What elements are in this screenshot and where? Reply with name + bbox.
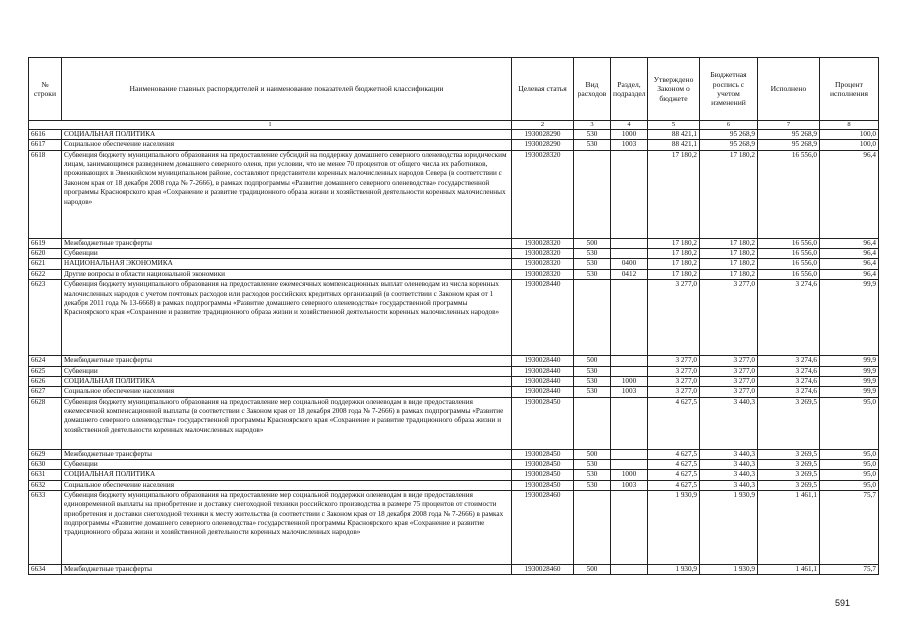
row-name: Социальное обеспечение населения bbox=[62, 387, 512, 397]
row-target-article: 1930028450 bbox=[512, 459, 574, 469]
row-name: Субвенции bbox=[62, 366, 512, 376]
row-name: Субвенция бюджету муниципального образования на предоставление субсидий на поддержку домашнего северного оленеводства юридическим лицам, занимающимся разведением домашнего северного оленя, при условии, что не менее 70 процентов от общего числа их работников, проживающих в Эвенкийском муниципальном районе, составляют представители коренных малочисленных народов Севера (в соответствии с Законом края от 18 декабря 2008 года № 7-2666), в рамках подпрограммы «Развитие домашнего северного оленеводства» государственной программы Красноярского края «Сохранение и развитие традиционного образа жизни и хозяйственной деятельности коренных малочисленных народов» bbox=[62, 150, 512, 238]
row-expense-kind: 530 bbox=[574, 366, 611, 376]
table-row bbox=[29, 387, 879, 397]
row-section bbox=[611, 491, 648, 565]
row-expense-kind: 530 bbox=[574, 249, 611, 259]
row-name: Социальное обеспечение населения bbox=[62, 140, 512, 150]
row-target-article: 1930028450 bbox=[512, 397, 574, 449]
table-row bbox=[29, 449, 879, 459]
row-percent: 95,0 bbox=[820, 480, 879, 490]
table-body bbox=[29, 130, 879, 575]
row-target-article: 1930028440 bbox=[512, 376, 574, 386]
row-name: Субвенция бюджету муниципального образования на предоставление мер социальной поддержки оленеводам в виде предоставления единовременной выплаты на приобретение и доставку снегоходной техники российского производства в размере 75 процентов от стоимости приобретения и доставки снегоходной техники к месту жительства (в соответствии с Законом края от 18 декабря 2008 года № 7-2666) в рамках подпрограммы «Развитие домашнего северного оленеводства» государственной программы Красноярского края «Сохранение и развитие традиционного образа жизни и хозяйственной деятельности коренных малочисленных народов» bbox=[62, 491, 512, 565]
row-approved: 88 421,1 bbox=[648, 130, 700, 140]
row-approved: 4 627,5 bbox=[648, 480, 700, 490]
row-approved: 1 930,9 bbox=[648, 565, 700, 575]
row-expense-kind: 530 bbox=[574, 470, 611, 480]
row-target-article: 1930028320 bbox=[512, 259, 574, 269]
row-target-article: 1930028320 bbox=[512, 150, 574, 238]
row-percent: 100,0 bbox=[820, 140, 879, 150]
row-section bbox=[611, 356, 648, 366]
row-percent: 99,9 bbox=[820, 387, 879, 397]
row-number: 6619 bbox=[29, 238, 62, 248]
column-number: 7 bbox=[758, 121, 820, 130]
row-expense-kind: 530 bbox=[574, 140, 611, 150]
row-approved: 1 930,9 bbox=[648, 491, 700, 565]
table-row bbox=[29, 397, 879, 449]
row-percent: 95,0 bbox=[820, 397, 879, 449]
header-row-no: № строки bbox=[29, 58, 62, 121]
row-approved: 17 180,2 bbox=[648, 259, 700, 269]
row-executed: 1 461,1 bbox=[758, 565, 820, 575]
row-target-article: 1930028440 bbox=[512, 387, 574, 397]
row-expense-kind bbox=[574, 397, 611, 449]
row-budget-list: 95 268,9 bbox=[700, 140, 758, 150]
row-target-article: 1930028290 bbox=[512, 140, 574, 150]
row-budget-list: 17 180,2 bbox=[700, 249, 758, 259]
row-number: 6623 bbox=[29, 280, 62, 356]
header-name: Наименование главных распорядителей и наименование показателей бюджетной классификации bbox=[62, 58, 512, 121]
header-executed: Исполнено bbox=[758, 58, 820, 121]
row-budget-list: 1 930,9 bbox=[700, 565, 758, 575]
row-name: Субвенции bbox=[62, 459, 512, 469]
row-target-article: 1930028320 bbox=[512, 249, 574, 259]
row-percent: 96,4 bbox=[820, 249, 879, 259]
row-approved: 3 277,0 bbox=[648, 356, 700, 366]
table-header-row bbox=[29, 58, 879, 121]
table-row bbox=[29, 269, 879, 279]
row-percent: 99,9 bbox=[820, 356, 879, 366]
row-approved: 4 627,5 bbox=[648, 397, 700, 449]
row-budget-list: 3 440,3 bbox=[700, 449, 758, 459]
row-number: 6621 bbox=[29, 259, 62, 269]
row-expense-kind bbox=[574, 491, 611, 565]
row-budget-list: 1 930,9 bbox=[700, 491, 758, 565]
table-row bbox=[29, 459, 879, 469]
row-executed: 3 269,5 bbox=[758, 449, 820, 459]
row-section bbox=[611, 238, 648, 248]
row-expense-kind bbox=[574, 150, 611, 238]
row-budget-list: 17 180,2 bbox=[700, 259, 758, 269]
row-approved: 3 277,0 bbox=[648, 387, 700, 397]
row-executed: 3 269,5 bbox=[758, 480, 820, 490]
row-approved: 17 180,2 bbox=[648, 150, 700, 238]
row-expense-kind: 530 bbox=[574, 387, 611, 397]
header-approved: Утверждено Законом о бюджете bbox=[648, 58, 700, 121]
row-section: 0400 bbox=[611, 259, 648, 269]
table-row bbox=[29, 480, 879, 490]
row-budget-list: 3 277,0 bbox=[700, 356, 758, 366]
row-section bbox=[611, 397, 648, 449]
table-row bbox=[29, 140, 879, 150]
column-number: 5 bbox=[648, 121, 700, 130]
row-section: 1000 bbox=[611, 470, 648, 480]
row-number: 6630 bbox=[29, 459, 62, 469]
row-number: 6632 bbox=[29, 480, 62, 490]
row-budget-list: 17 180,2 bbox=[700, 150, 758, 238]
row-section bbox=[611, 366, 648, 376]
column-number-row bbox=[29, 121, 879, 130]
row-name: Другие вопросы в области национальной экономики bbox=[62, 269, 512, 279]
row-approved: 4 627,5 bbox=[648, 459, 700, 469]
row-percent: 75,7 bbox=[820, 491, 879, 565]
row-executed: 3 274,6 bbox=[758, 376, 820, 386]
row-target-article: 1930028440 bbox=[512, 280, 574, 356]
row-expense-kind: 530 bbox=[574, 130, 611, 140]
row-name: СОЦИАЛЬНАЯ ПОЛИТИКА bbox=[62, 130, 512, 140]
row-target-article: 1930028290 bbox=[512, 130, 574, 140]
row-section: 1003 bbox=[611, 387, 648, 397]
row-approved: 3 277,0 bbox=[648, 376, 700, 386]
row-number: 6616 bbox=[29, 130, 62, 140]
row-section: 1000 bbox=[611, 130, 648, 140]
row-percent: 99,9 bbox=[820, 280, 879, 356]
row-number: 6629 bbox=[29, 449, 62, 459]
row-section bbox=[611, 150, 648, 238]
budget-execution-table bbox=[28, 57, 879, 575]
column-number: 3 bbox=[574, 121, 611, 130]
row-budget-list: 3 277,0 bbox=[700, 387, 758, 397]
row-number: 6627 bbox=[29, 387, 62, 397]
row-name: Социальное обеспечение населения bbox=[62, 480, 512, 490]
row-budget-list: 3 440,3 bbox=[700, 459, 758, 469]
column-number: 4 bbox=[611, 121, 648, 130]
row-approved: 17 180,2 bbox=[648, 269, 700, 279]
table-row bbox=[29, 150, 879, 238]
document-sheet bbox=[28, 57, 878, 575]
row-percent: 95,0 bbox=[820, 449, 879, 459]
row-name: СОЦИАЛЬНАЯ ПОЛИТИКА bbox=[62, 470, 512, 480]
row-expense-kind: 500 bbox=[574, 356, 611, 366]
row-percent: 99,9 bbox=[820, 376, 879, 386]
row-section: 0412 bbox=[611, 269, 648, 279]
row-expense-kind: 500 bbox=[574, 565, 611, 575]
row-budget-list: 17 180,2 bbox=[700, 238, 758, 248]
row-target-article: 1930028320 bbox=[512, 269, 574, 279]
table-row bbox=[29, 565, 879, 575]
row-name: Субвенция бюджету муниципального образования на предоставление ежемесячных компенсационных выплат оленеводам из числа коренных малочисленных народов с учетом почтовых расходов или расходов российских кредитных организаций (в соответствии с Законом края от 1 декабря 2011 года № 13-6668) в рамках подпрограммы «Развитие домашнего северного оленеводства» государственной программы Красноярского края «Сохранение и развитие традиционного образа жизни и хозяйственной деятельности коренных малочисленных народов» bbox=[62, 280, 512, 356]
row-name: СОЦИАЛЬНАЯ ПОЛИТИКА bbox=[62, 376, 512, 386]
table-row bbox=[29, 376, 879, 386]
row-expense-kind: 530 bbox=[574, 459, 611, 469]
row-number: 6624 bbox=[29, 356, 62, 366]
table-row bbox=[29, 259, 879, 269]
row-percent: 96,4 bbox=[820, 269, 879, 279]
row-approved: 17 180,2 bbox=[648, 249, 700, 259]
row-approved: 88 421,1 bbox=[648, 140, 700, 150]
row-name: Межбюджетные трансферты bbox=[62, 565, 512, 575]
row-name: Межбюджетные трансферты bbox=[62, 356, 512, 366]
row-executed: 3 274,6 bbox=[758, 280, 820, 356]
row-section: 1000 bbox=[611, 376, 648, 386]
row-section: 1003 bbox=[611, 480, 648, 490]
row-number: 6622 bbox=[29, 269, 62, 279]
table-row bbox=[29, 356, 879, 366]
row-executed: 16 556,0 bbox=[758, 150, 820, 238]
row-executed: 16 556,0 bbox=[758, 269, 820, 279]
row-percent: 96,4 bbox=[820, 150, 879, 238]
row-executed: 1 461,1 bbox=[758, 491, 820, 565]
row-section bbox=[611, 280, 648, 356]
row-approved: 4 627,5 bbox=[648, 470, 700, 480]
row-approved: 3 277,0 bbox=[648, 280, 700, 356]
row-executed: 95 268,9 bbox=[758, 130, 820, 140]
header-budget-list: Бюджетная роспись с учетом изменений bbox=[700, 58, 758, 121]
header-expense-kind: Вид расходов bbox=[574, 58, 611, 121]
row-number: 6631 bbox=[29, 470, 62, 480]
table-row bbox=[29, 491, 879, 565]
row-executed: 95 268,9 bbox=[758, 140, 820, 150]
row-name: Межбюджетные трансферты bbox=[62, 449, 512, 459]
table-row bbox=[29, 280, 879, 356]
row-executed: 16 556,0 bbox=[758, 238, 820, 248]
row-expense-kind: 530 bbox=[574, 480, 611, 490]
row-executed: 3 274,6 bbox=[758, 387, 820, 397]
column-number: 8 bbox=[820, 121, 879, 130]
row-expense-kind: 500 bbox=[574, 238, 611, 248]
header-target-article: Целевая статья bbox=[512, 58, 574, 121]
row-budget-list: 3 440,3 bbox=[700, 470, 758, 480]
row-name: НАЦИОНАЛЬНАЯ ЭКОНОМИКА bbox=[62, 259, 512, 269]
row-target-article: 1930028320 bbox=[512, 238, 574, 248]
row-target-article: 1930028440 bbox=[512, 356, 574, 366]
row-executed: 16 556,0 bbox=[758, 249, 820, 259]
row-budget-list: 3 277,0 bbox=[700, 376, 758, 386]
row-number: 6628 bbox=[29, 397, 62, 449]
row-name: Субвенции bbox=[62, 249, 512, 259]
row-target-article: 1930028450 bbox=[512, 470, 574, 480]
row-percent: 96,4 bbox=[820, 238, 879, 248]
row-target-article: 1930028450 bbox=[512, 480, 574, 490]
row-number: 6620 bbox=[29, 249, 62, 259]
row-budget-list: 17 180,2 bbox=[700, 269, 758, 279]
row-target-article: 1930028440 bbox=[512, 366, 574, 376]
row-number: 6618 bbox=[29, 150, 62, 238]
row-budget-list: 95 268,9 bbox=[700, 130, 758, 140]
row-name: Субвенция бюджету муниципального образования на предоставление мер социальной поддержки оленеводам в виде предоставления ежемесячной компенсационной выплаты (в соответствии с Законом края от 18 декабря 2008 года № 7-2666) в рамках подпрограммы «Развитие домашнего северного оленеводства» государственной программы Красноярского края «Сохранение и развитие традиционного образа жизни и хозяйственной деятельности коренных малочисленных народов» bbox=[62, 397, 512, 449]
row-name: Межбюджетные трансферты bbox=[62, 238, 512, 248]
row-executed: 3 269,5 bbox=[758, 470, 820, 480]
row-number: 6625 bbox=[29, 366, 62, 376]
row-budget-list: 3 440,3 bbox=[700, 397, 758, 449]
column-number: 6 bbox=[700, 121, 758, 130]
row-expense-kind: 530 bbox=[574, 269, 611, 279]
row-section: 1003 bbox=[611, 140, 648, 150]
row-target-article: 1930028450 bbox=[512, 449, 574, 459]
row-executed: 3 274,6 bbox=[758, 356, 820, 366]
row-number: 6617 bbox=[29, 140, 62, 150]
row-number: 6633 bbox=[29, 491, 62, 565]
row-section bbox=[611, 565, 648, 575]
row-number: 6626 bbox=[29, 376, 62, 386]
row-executed: 16 556,0 bbox=[758, 259, 820, 269]
table-row bbox=[29, 366, 879, 376]
row-number: 6634 bbox=[29, 565, 62, 575]
row-expense-kind: 530 bbox=[574, 376, 611, 386]
row-budget-list: 3 277,0 bbox=[700, 280, 758, 356]
row-executed: 3 269,5 bbox=[758, 459, 820, 469]
row-section bbox=[611, 249, 648, 259]
row-target-article: 1930028460 bbox=[512, 491, 574, 565]
header-section: Раздел, подраздел bbox=[611, 58, 648, 121]
row-approved: 17 180,2 bbox=[648, 238, 700, 248]
row-expense-kind bbox=[574, 280, 611, 356]
row-executed: 3 269,5 bbox=[758, 397, 820, 449]
row-section bbox=[611, 459, 648, 469]
row-approved: 4 627,5 bbox=[648, 449, 700, 459]
table-row bbox=[29, 238, 879, 248]
row-percent: 95,0 bbox=[820, 470, 879, 480]
row-budget-list: 3 277,0 bbox=[700, 366, 758, 376]
row-section bbox=[611, 449, 648, 459]
table-row bbox=[29, 470, 879, 480]
column-number: 1 bbox=[29, 121, 512, 130]
row-executed: 3 274,6 bbox=[758, 366, 820, 376]
row-percent: 99,9 bbox=[820, 366, 879, 376]
row-expense-kind: 530 bbox=[574, 259, 611, 269]
table-row bbox=[29, 249, 879, 259]
row-percent: 75,7 bbox=[820, 565, 879, 575]
row-percent: 100,0 bbox=[820, 130, 879, 140]
row-percent: 95,0 bbox=[820, 459, 879, 469]
page-number: 591 bbox=[835, 598, 851, 608]
row-percent: 96,4 bbox=[820, 259, 879, 269]
column-number: 2 bbox=[512, 121, 574, 130]
row-approved: 3 277,0 bbox=[648, 366, 700, 376]
row-budget-list: 3 440,3 bbox=[700, 480, 758, 490]
header-percent: Процент исполнения bbox=[820, 58, 879, 121]
row-expense-kind: 500 bbox=[574, 449, 611, 459]
row-target-article: 1930028460 bbox=[512, 565, 574, 575]
table-row bbox=[29, 130, 879, 140]
